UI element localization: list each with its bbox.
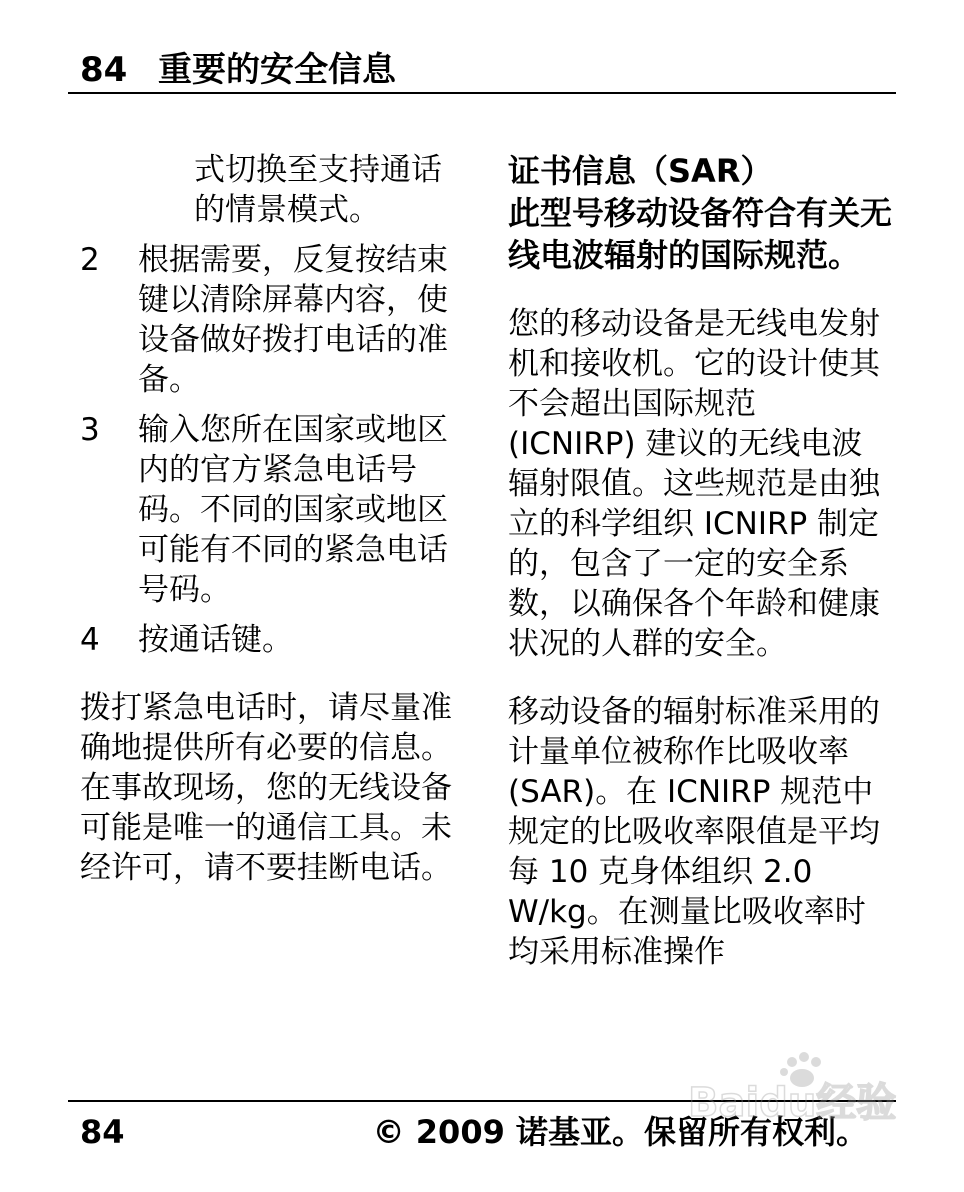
left-column: [80, 150, 470, 888]
step-item: [80, 620, 470, 660]
step-text: 按通话键。: [138, 622, 293, 658]
page-header: [68, 48, 896, 94]
section-subtitle: 此型号移动设备符合有关无线电波辐射的国际规范。: [508, 194, 893, 274]
step-number: 4: [80, 622, 100, 658]
sar-paragraph-1: 您的移动设备是无线电发射机和接收机。它的设计使其不会超出国际规范 (ICNIRP) 建议的无线电波辐射限值。这些规范是由独立的科学组织 ICNIRP 制定的，包含了一定的安全系数，以确保各个年龄和健康状况的人群的安全。: [508, 306, 880, 662]
right-column: [508, 150, 893, 972]
footer-copyright: © 2009 诺基亚。保留所有权利。: [372, 1113, 868, 1151]
step-continuation: 式切换至支持通话的情景模式。: [194, 152, 442, 228]
emergency-call-paragraph: 拨打紧急电话时，请尽量准确地提供所有必要的信息。在事故现场，您的无线设备可能是唯一的通信工具。未经许可，请不要挂断电话。: [80, 690, 452, 886]
step-text: 根据需要，反复按结束键以清除屏幕内容，使设备做好拨打电话的准备。: [138, 242, 448, 398]
footer-page-number: 84: [80, 1113, 125, 1151]
step-text: 输入您所在国家或地区内的官方紧急电话号码。不同的国家或地区可能有不同的紧急电话号码。: [138, 412, 448, 608]
step-number: 2: [80, 242, 100, 278]
header-page-number: 84: [80, 50, 128, 90]
step-item: [80, 410, 470, 610]
step-item: [80, 240, 470, 400]
header-title: 重要的安全信息: [158, 50, 396, 90]
sar-paragraph-2: 移动设备的辐射标准采用的计量单位被称作比吸收率 (SAR)。在 ICNIRP 规范中规定的比吸收率限值是平均每 10 克身体组织 2.0 W/kg。在测量比吸收率时均采用标准操作: [508, 694, 880, 970]
baidu-watermark-logo: [680, 1048, 910, 1128]
step-number: 3: [80, 412, 100, 448]
watermark-text: Baidu经验: [688, 1080, 897, 1126]
section-title: 证书信息（SAR）: [508, 152, 773, 190]
